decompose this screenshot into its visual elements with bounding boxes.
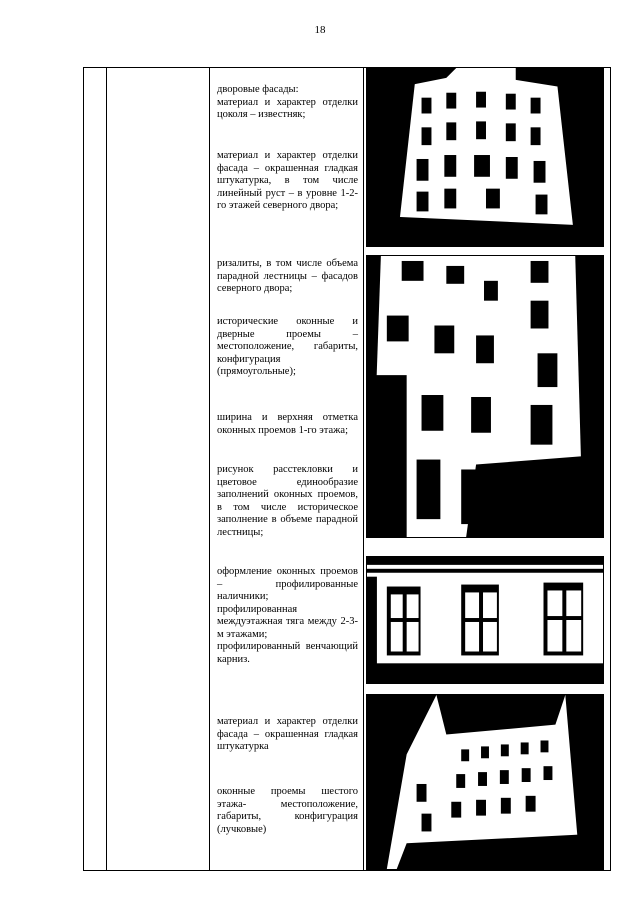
- text-window-decor: [217, 566, 358, 666]
- column-divider: [363, 68, 364, 870]
- photo-courtyard-upper-floors: [366, 694, 604, 870]
- text-line: ризалиты, в том числе объема парадной лестницы – фасадов северного двора;: [217, 258, 358, 294]
- photo-courtyard-facade: [366, 67, 604, 247]
- text-line: оконные проемы шестого этажа- местоположение, габариты, конфигурация (лучковые): [217, 786, 358, 835]
- text-line: оформление оконных проемов – профилированные наличники;: [217, 566, 358, 602]
- text-line: материал и характер отделки цоколя – известняк;: [217, 96, 358, 120]
- column-divider: [106, 68, 107, 870]
- text-line: материал и характер отделки фасада – окрашенная гладкая штукатурка: [217, 716, 358, 752]
- text-line: дворовые фасады:: [217, 84, 299, 95]
- page-number: 18: [314, 24, 326, 36]
- column-divider: [209, 68, 210, 870]
- photo-staircase-facade: [366, 255, 604, 538]
- text-glazing: [217, 464, 358, 539]
- text-sixth-floor: [217, 786, 358, 836]
- text-line: исторические оконные и дверные проемы – местоположение, габариты, конфигурация (прямоугольные);: [217, 316, 358, 377]
- text-historic-openings: [217, 316, 358, 379]
- text-facade-finish: [217, 150, 358, 213]
- text-window-width: [217, 412, 358, 437]
- text-line: рисунок расстекловки и цветовое единообразие заполнений оконных проемов, в том числе историческое заполнение в объеме парадной лестницы;: [217, 464, 358, 538]
- text-risalits: [217, 258, 358, 296]
- text-line: профилированная междуэтажная тяга между 2-3-м этажами;: [217, 603, 358, 640]
- text-yard-facades: [217, 84, 358, 122]
- text-line: материал и характер отделки фасада – окрашенная гладкая штукатурка, в том числе линейный руст – в уровне 1-2- го этажей северного двора;: [217, 150, 358, 211]
- photo-window-surrounds: [366, 556, 604, 684]
- text-line: профилированный венчающий карниз.: [217, 641, 358, 665]
- text-line: ширина и верхняя отметка оконных проемов 1-го этажа;: [217, 412, 358, 436]
- text-facade-finish-2: [217, 716, 358, 754]
